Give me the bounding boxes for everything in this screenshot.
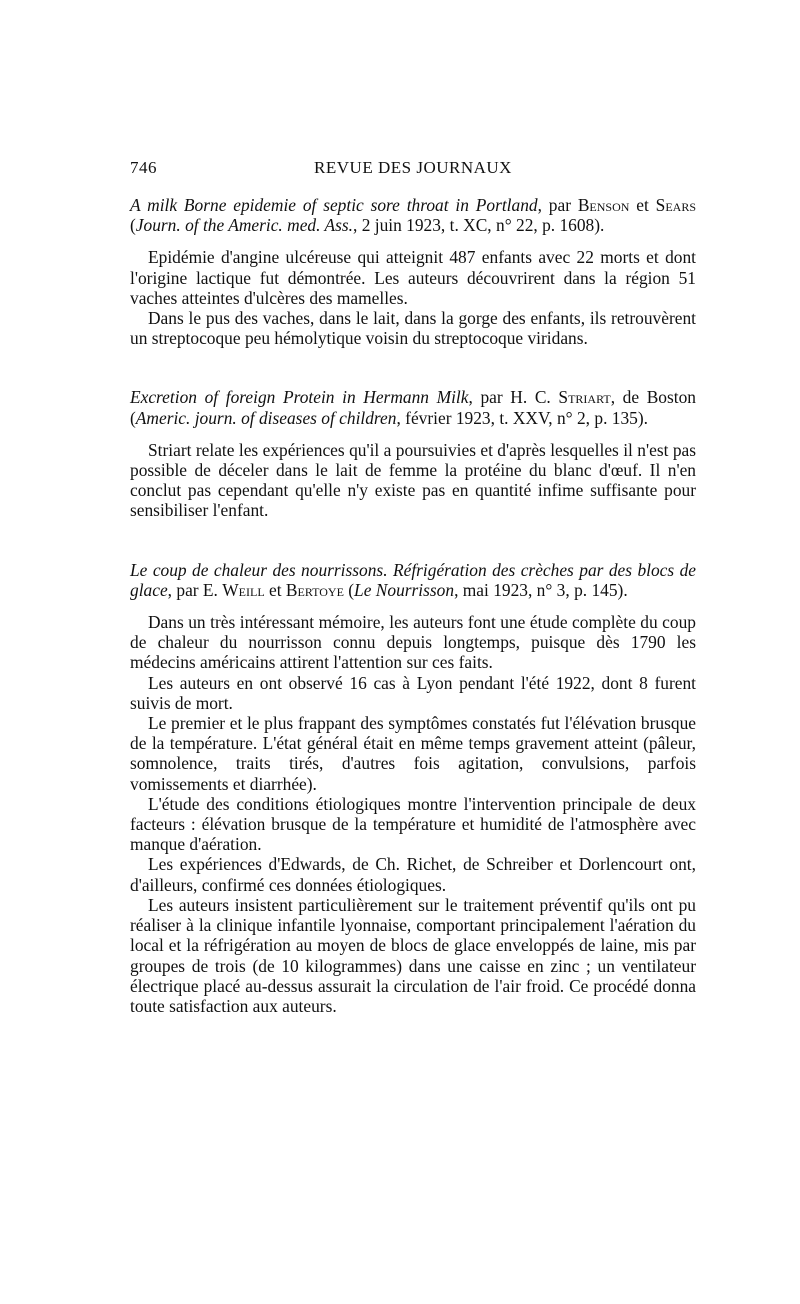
article-title: Le coup de chaleur des nourrissons. Réfrigération des crèches par des blocs de glace (130, 559, 696, 600)
page-number: 746 (130, 158, 157, 177)
article-citation: Le coup de chaleur des nourrissons. Réfrigération des crèches par des blocs de glace, par E. Weill et Bertoye (Le Nourrisson, mai 1923, n° 3, p. 145). (130, 559, 696, 600)
body-paragraph: Les auteurs insistent particulièrement sur le traitement préventif qu'ils ont pu réaliser à la clinique infantile lyonnaise, comportant principalement l'aération du local et la réfrigération au moyen de blocs de glace enveloppés de laine, mis par groupes de trois (de 10 kilogrammes) dans une caisse en zinc ; un ventilateur électrique placé au-dessus assurait la circulation de l'air froid. Ce procédé donna toute satisfaction aux auteurs. (130, 894, 696, 1016)
citation-details: , mai 1923, n° 3, p. 145). (454, 579, 628, 600)
citation-details: , 2 juin 1923, t. XC, n° 22, p. 1608). (353, 215, 605, 236)
article-title: A milk Borne epidemie of septic sore throat in Portland (130, 195, 538, 215)
article-citation: A milk Borne epidemie of septic sore throat in Portland, par Benson et Sears (Journ. of the Americ. med. Ass., 2 juin 1923, t. XC, n° 22, p. 1608). (130, 195, 697, 236)
journal-title: REVUE DES JOURNAUX (314, 158, 512, 177)
running-head (130, 158, 696, 180)
body-paragraph: Le premier et le plus frappant des symptômes constatés fut l'élévation brusque de la température. L'état général était en même temps gravement atteint (pâleur, somnolence, traits tirés, d'autres fois agitation, convulsions, parfois vomissements et diarrhée). (130, 713, 696, 794)
author-name: Benson (577, 195, 630, 215)
body-paragraph: Striart relate les expériences qu'il a poursuivies et d'après lesquelles il n'est pas possible de déceler dans le lait de femme la protéine du blanc d'œuf. Il n'en conclut pas cependant qu'elle n'y existe pas en quantité infime suffisante pour sensibiliser l'enfant. (130, 439, 696, 521)
article-foreign-protein (130, 387, 696, 520)
journal-source: Americ. journ. of diseases of children (135, 407, 397, 428)
author-name: Sears (655, 195, 697, 215)
body-paragraph: Dans le pus des vaches, dans le lait, dans la gorge des enfants, ils retrouvèrent un streptocoque peu hémolytique voisin du streptocoque viridans. (130, 308, 696, 349)
body-paragraph: Epidémie d'angine ulcéreuse qui atteignit 487 enfants avec 22 morts et dont l'origine lactique fut démontrée. Les auteurs découvrirent dans la région 51 vaches atteintes d'ulcères des mamelles. (130, 247, 696, 308)
journal-page (130, 158, 696, 1016)
article-coup-de-chaleur (130, 560, 696, 1016)
article-citation: Excretion of foreign Protein in Hermann Milk, par H. C. Striart, de Boston (Americ. journ. of diseases of children, février 1923, t. XXV, n° 2, p. 135). (130, 387, 696, 428)
body-paragraph: Dans un très intéressant mémoire, les auteurs font une étude complète du coup de chaleur du nourrisson connu depuis longtemps, puisque dès 1790 les médecins américains attirent l'attention sur ces faits. (130, 612, 696, 673)
journal-source: Journ. of the Americ. med. Ass. (135, 215, 353, 236)
author-name: Weill (222, 579, 265, 600)
article-milk-borne-epidemic (130, 195, 696, 348)
article-title: Excretion of foreign Protein in Hermann Milk (130, 387, 469, 408)
author-name: Striart (558, 387, 611, 408)
body-paragraph: L'étude des conditions étiologiques montre l'intervention principale de deux facteurs : élévation brusque de la température et humidité de l'atmosphère avec manque d'aération. (130, 793, 696, 855)
article-separator (130, 348, 696, 387)
body-paragraph: Les expériences d'Edwards, de Ch. Richet, de Schreiber et Dorlencourt ont, d'ailleurs, confirmé ces données étiologiques. (130, 854, 696, 895)
body-paragraph: Les auteurs en ont observé 16 cas à Lyon pendant l'été 1922, dont 8 furent suivis de mort. (130, 672, 696, 713)
journal-source: Le Nourrisson (354, 579, 455, 600)
article-separator (130, 521, 696, 560)
citation-details: , février 1923, t. XXV, n° 2, p. 135). (396, 407, 648, 428)
author-name: Bertoye (285, 579, 344, 600)
